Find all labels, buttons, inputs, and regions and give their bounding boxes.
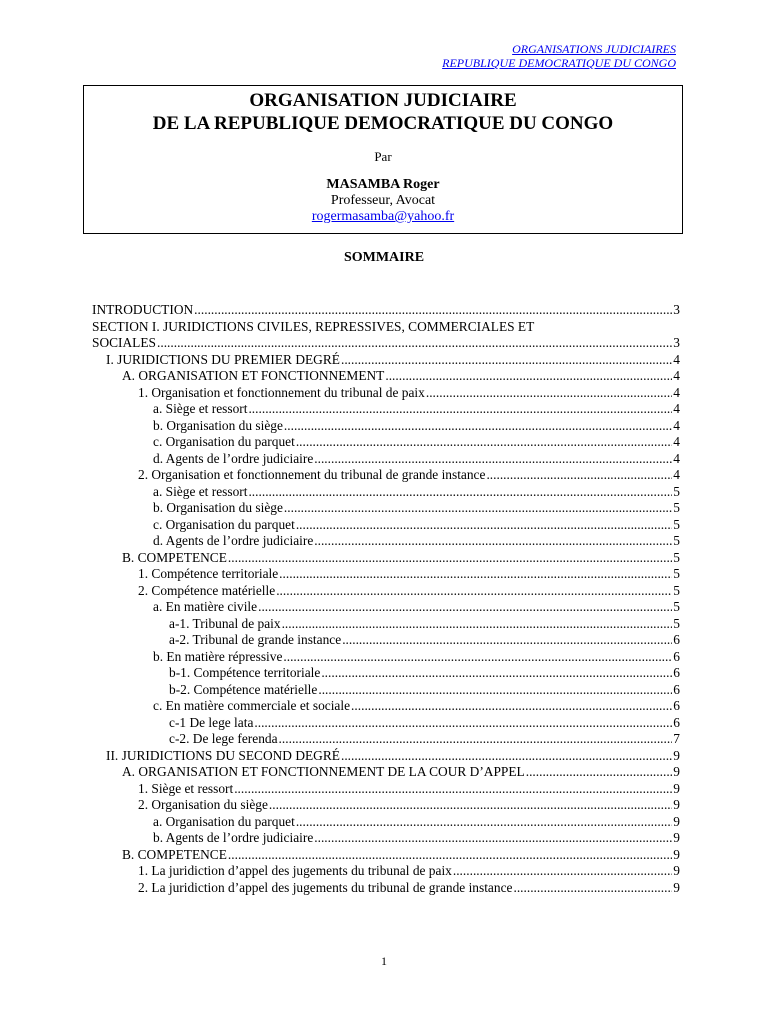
toc-leader-dots [254,715,672,732]
toc-leader-dots [269,797,672,814]
toc-entry-page: 9 [673,780,680,796]
toc-entry-page: 4 [673,368,680,383]
author-name: MASAMBA Roger [326,177,440,192]
toc-entry-label: d. Agents de l’ordre judiciaire [153,533,314,548]
toc-leader-dots [248,484,672,501]
toc-entry-label: c. En matière commerciale et sociale [153,698,351,713]
toc-entry-label: B. COMPETENCE [122,549,227,565]
toc-entry[interactable] [92,830,680,847]
toc-leader-dots [486,467,672,484]
sommaire-heading: SOMMAIRE [343,250,425,265]
toc-entry[interactable] [92,682,680,699]
toc-leader-dots [314,533,672,550]
toc-leader-dots [341,352,672,369]
toc-entry-page: 5 [673,533,680,548]
toc-entry-label: INTRODUCTION [92,302,194,317]
toc-leader-dots [228,847,672,864]
toc-entry-label: d. Agents de l’ordre judiciaire [153,450,314,466]
toc-leader-dots [351,698,672,715]
toc-entry-label-line1: SECTION I. JURIDICTIONS CIVILES, REPRESSIVES, COMMERCIALES ET [92,318,535,334]
toc-entry-page: 9 [673,863,680,878]
toc-leader-dots [385,368,672,385]
toc-entry-label: b. Organisation du siège [153,500,283,515]
toc-leader-dots [279,566,672,583]
toc-entry[interactable] [92,352,680,369]
toc-entry-label: c-1 De lege lata [169,714,254,730]
toc-entry[interactable] [92,863,680,880]
toc-entry-page: 4 [673,450,680,466]
toc-entry-page: 4 [673,434,680,449]
toc-leader-dots [284,418,672,435]
toc-entry-label: b. Organisation du siège [153,417,283,433]
toc-entry-page: 9 [673,797,680,812]
toc-entry[interactable] [92,781,680,798]
toc-entry[interactable] [92,616,680,633]
toc-entry[interactable] [92,583,680,600]
toc-entry-label: 1. Compétence territoriale [138,566,279,581]
toc-entry[interactable] [92,748,680,765]
title-block [83,85,683,234]
running-header-line2[interactable]: REPUBLIQUE DEMOCRATIQUE DU CONGO [442,56,676,70]
toc-entry[interactable] [92,434,680,451]
toc-entry-label: 2. Organisation du siège [138,797,268,812]
toc-entry-page: 6 [673,698,680,713]
toc-entry-label: b-1. Compétence territoriale [169,665,321,680]
toc-entry-label: I. JURIDICTIONS DU PREMIER DEGRÉ [106,351,340,367]
author-email-link[interactable]: rogermasamba@yahoo.fr [311,209,455,224]
toc-entry-label: 2. Compétence matérielle [138,582,276,598]
toc-entry-page: 6 [673,632,680,647]
toc-entry[interactable] [92,665,680,682]
toc-entry-label: B. COMPETENCE [122,846,227,862]
toc-entry[interactable] [92,797,680,814]
toc-entry[interactable] [92,566,680,583]
toc-leader-dots [283,649,672,666]
toc-entry-label: II. JURIDICTIONS DU SECOND DEGRÉ [106,747,340,763]
toc-entry-label: 2. La juridiction d’appel des jugements du tribunal de grande instance [138,879,513,895]
toc-entry-label: a. Organisation du parquet [153,813,295,829]
toc-entry-label: a. Siège et ressort [153,483,248,499]
toc-entry-page: 9 [673,879,680,895]
toc-entry-page: 5 [673,566,680,581]
toc-leader-dots [228,550,672,567]
toc-leader-dots [296,517,672,534]
toc-leader-dots [426,385,672,402]
toc-entry[interactable] [92,533,680,550]
toc-leader-dots [314,451,672,468]
toc-entry[interactable] [92,451,680,468]
toc-leader-dots [248,401,672,418]
toc-leader-dots [526,764,673,781]
toc-entry-page: 5 [673,483,680,499]
toc-entry-page: 9 [673,846,680,862]
toc-entry-label: a. En matière civile [153,599,258,614]
toc-entry-page: 4 [673,351,680,367]
toc-entry-label: 1. Organisation et fonctionnement du tribunal de paix [138,384,425,400]
toc-entry-page: 5 [673,599,680,614]
toc-entry-page: 6 [673,665,680,680]
toc-leader-dots [314,830,672,847]
toc-entry-label: b-2. Compétence matérielle [169,681,318,697]
toc-entry[interactable] [92,632,680,649]
toc-leader-dots [282,616,673,633]
toc-leader-dots [258,599,672,616]
toc-entry[interactable] [92,385,680,402]
table-of-contents [92,302,680,896]
toc-leader-dots [284,500,672,517]
toc-entry[interactable] [92,550,680,567]
toc-entry-label: 2. Organisation et fonctionnement du tribunal de grande instance [138,467,486,482]
toc-leader-dots [321,665,672,682]
toc-entry-label: a-1. Tribunal de paix [169,615,281,631]
toc-leader-dots [234,781,672,798]
toc-entry-page: 4 [673,384,680,400]
toc-entry-label: b. Agents de l’ordre judiciaire [153,830,314,845]
toc-entry-page: 3 [673,335,680,350]
toc-leader-dots [157,335,672,352]
page-number: 1 [381,954,387,968]
toc-entry-label: 1. Siège et ressort [138,780,234,796]
toc-entry[interactable] [92,764,680,781]
toc-entry-label: b. En matière répressive [153,648,283,664]
document-title-line2: DE LA REPUBLIQUE DEMOCRATIQUE DU CONGO [152,113,614,134]
running-header-line1[interactable]: ORGANISATIONS JUDICIAIRES [512,42,676,56]
toc-entry-page: 9 [673,813,680,829]
toc-leader-dots [341,748,672,765]
document-title-line1: ORGANISATION JUDICIAIRE [249,90,517,111]
toc-leader-dots [453,863,672,880]
toc-entry[interactable] [92,698,680,715]
running-header[interactable] [442,42,676,70]
toc-entry[interactable] [92,418,680,435]
toc-entry-page: 5 [673,549,680,565]
toc-entry[interactable] [92,649,680,666]
toc-entry-page: 9 [673,764,680,779]
toc-entry[interactable] [92,880,680,897]
toc-entry[interactable] [92,517,680,534]
toc-leader-dots [279,731,673,748]
toc-entry-introduction[interactable] [92,302,680,319]
toc-entry-label-line2: SOCIALES [92,335,156,350]
toc-entry-page: 6 [673,714,680,730]
toc-entry-page: 4 [673,401,680,416]
toc-entry[interactable] [92,368,680,385]
toc-entry-page: 3 [673,302,680,317]
toc-entry[interactable] [92,467,680,484]
toc-entry-page: 5 [673,615,680,631]
toc-entry-label: a. Siège et ressort [153,401,248,416]
toc-entry-label: 1. La juridiction d’appel des jugements du tribunal de paix [138,863,452,878]
toc-leader-dots [296,814,672,831]
toc-entry-page: 9 [673,830,680,845]
toc-entry-label: A. ORGANISATION ET FONCTIONNEMENT DE LA COUR D’APPEL [122,764,525,779]
toc-leader-dots [194,302,672,319]
toc-entry-label: c. Organisation du parquet [153,516,295,532]
toc-entry[interactable] [92,401,680,418]
toc-entry-label: a-2. Tribunal de grande instance [169,632,342,647]
toc-entry-page: 4 [673,467,680,482]
toc-entry-page: 5 [673,516,680,532]
author-role: Professeur, Avocat [330,193,436,208]
toc-leader-dots [276,583,672,600]
toc-leader-dots [318,682,672,699]
toc-entry[interactable] [92,814,680,831]
toc-entry-page: 5 [673,582,680,598]
toc-entry[interactable] [92,715,680,732]
toc-entry-label: c-2. De lege ferenda [169,731,278,746]
toc-entry[interactable] [92,847,680,864]
toc-entry-label: c. Organisation du parquet [153,434,295,449]
toc-leader-dots [513,880,672,897]
toc-entry[interactable] [92,484,680,501]
toc-entry-page: 5 [673,500,680,515]
toc-entry[interactable] [92,599,680,616]
by-line: Par [374,149,392,164]
toc-entry-label: A. ORGANISATION ET FONCTIONNEMENT [122,368,385,383]
toc-entry-page: 4 [673,417,680,433]
toc-entry-page: 7 [673,731,680,746]
toc-entry-page: 6 [673,681,680,697]
toc-leader-dots [296,434,672,451]
toc-entry-page: 9 [673,747,680,763]
toc-leader-dots [342,632,672,649]
toc-entry[interactable] [92,500,680,517]
toc-entry[interactable] [92,731,680,748]
toc-entry-page: 6 [673,648,680,664]
toc-entry-section-1[interactable] [92,319,680,352]
